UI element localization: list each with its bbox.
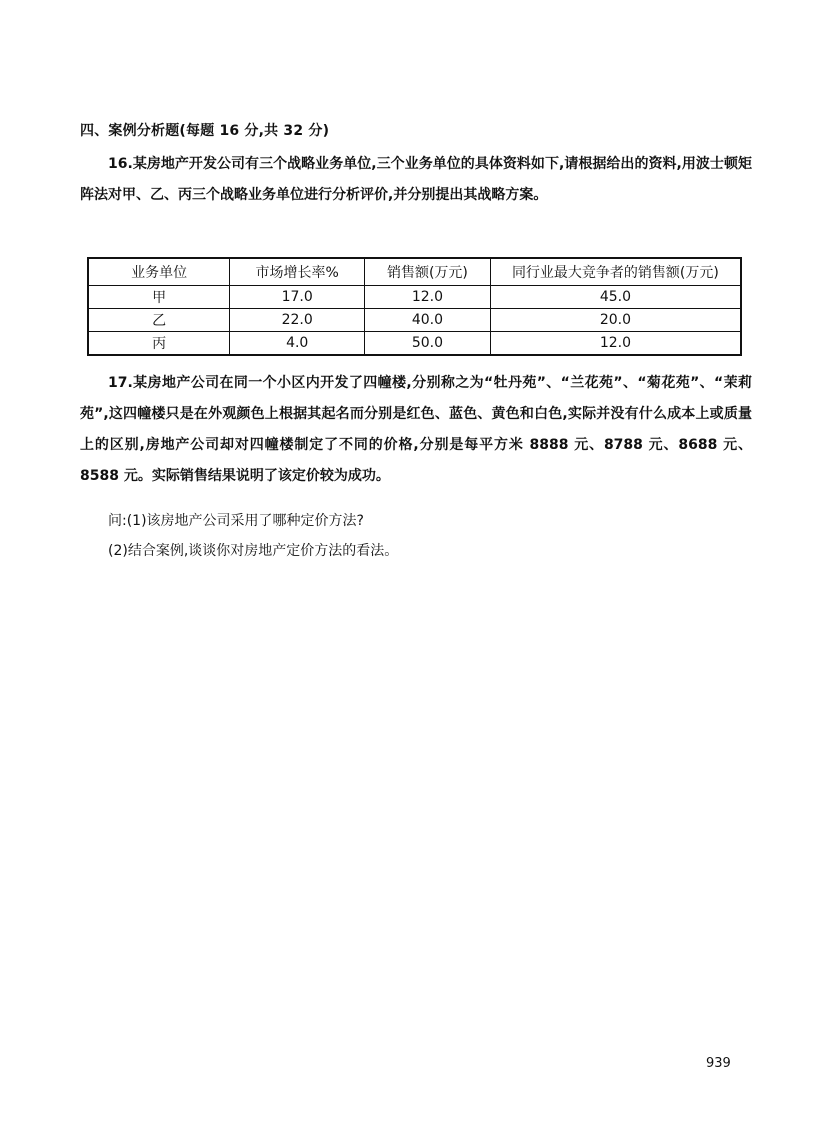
table-cell: 12.0	[365, 286, 491, 309]
table-cell: 22.0	[230, 309, 365, 332]
table-cell: 12.0	[490, 332, 741, 356]
section-title: 四、案例分析题(每题 16 分,共 32 分)	[80, 123, 330, 139]
question-17-sub-1: 问:(1)该房地产公司采用了哪种定价方法?	[108, 513, 364, 529]
table-cell: 4.0	[230, 332, 365, 356]
question-16-text: 16.某房地产开发公司有三个战略业务单位,三个业务单位的具体资料如下,请根据给出的资料,用波士顿矩阵法对甲、乙、丙三个战略业务单位进行分析评价,并分别提出其战略方案。	[80, 156, 752, 203]
question-17-sub-2: (2)结合案例,谈谈你对房地产定价方法的看法。	[108, 543, 399, 559]
table-cell: 45.0	[490, 286, 741, 309]
table-header-cell: 同行业最大竞争者的销售额(万元)	[490, 258, 741, 286]
table-cell: 甲	[88, 286, 230, 309]
table-cell: 40.0	[365, 309, 491, 332]
question-17-text: 17.某房地产公司在同一个小区内开发了四幢楼,分别称之为“牡丹苑”、“兰花苑”、“菊花苑”、“茉莉苑”,这四幢楼只是在外观颜色上根据其起名而分别是红色、蓝色、黄色和白色,实际并没有什么成本上或质量上的区别,房地产公司却对四幢楼制定了不同的价格,分别是每平方米 8888 元、8788 元、8688 元、8588 元。实际销售结果说明了该定价较为成功。	[80, 375, 752, 484]
table-header-cell: 业务单位	[88, 258, 230, 286]
page-number: 939	[706, 1056, 731, 1071]
business-unit-table	[87, 257, 742, 356]
table-header-cell: 市场增长率%	[230, 258, 365, 286]
table-header-cell: 销售额(万元)	[365, 258, 491, 286]
table-cell: 50.0	[365, 332, 491, 356]
table-row	[88, 332, 741, 356]
table-row	[88, 286, 741, 309]
table-cell: 乙	[88, 309, 230, 332]
table-cell: 20.0	[490, 309, 741, 332]
table-row	[88, 309, 741, 332]
table-header-row	[88, 258, 741, 286]
table-cell: 17.0	[230, 286, 365, 309]
table-cell: 丙	[88, 332, 230, 356]
